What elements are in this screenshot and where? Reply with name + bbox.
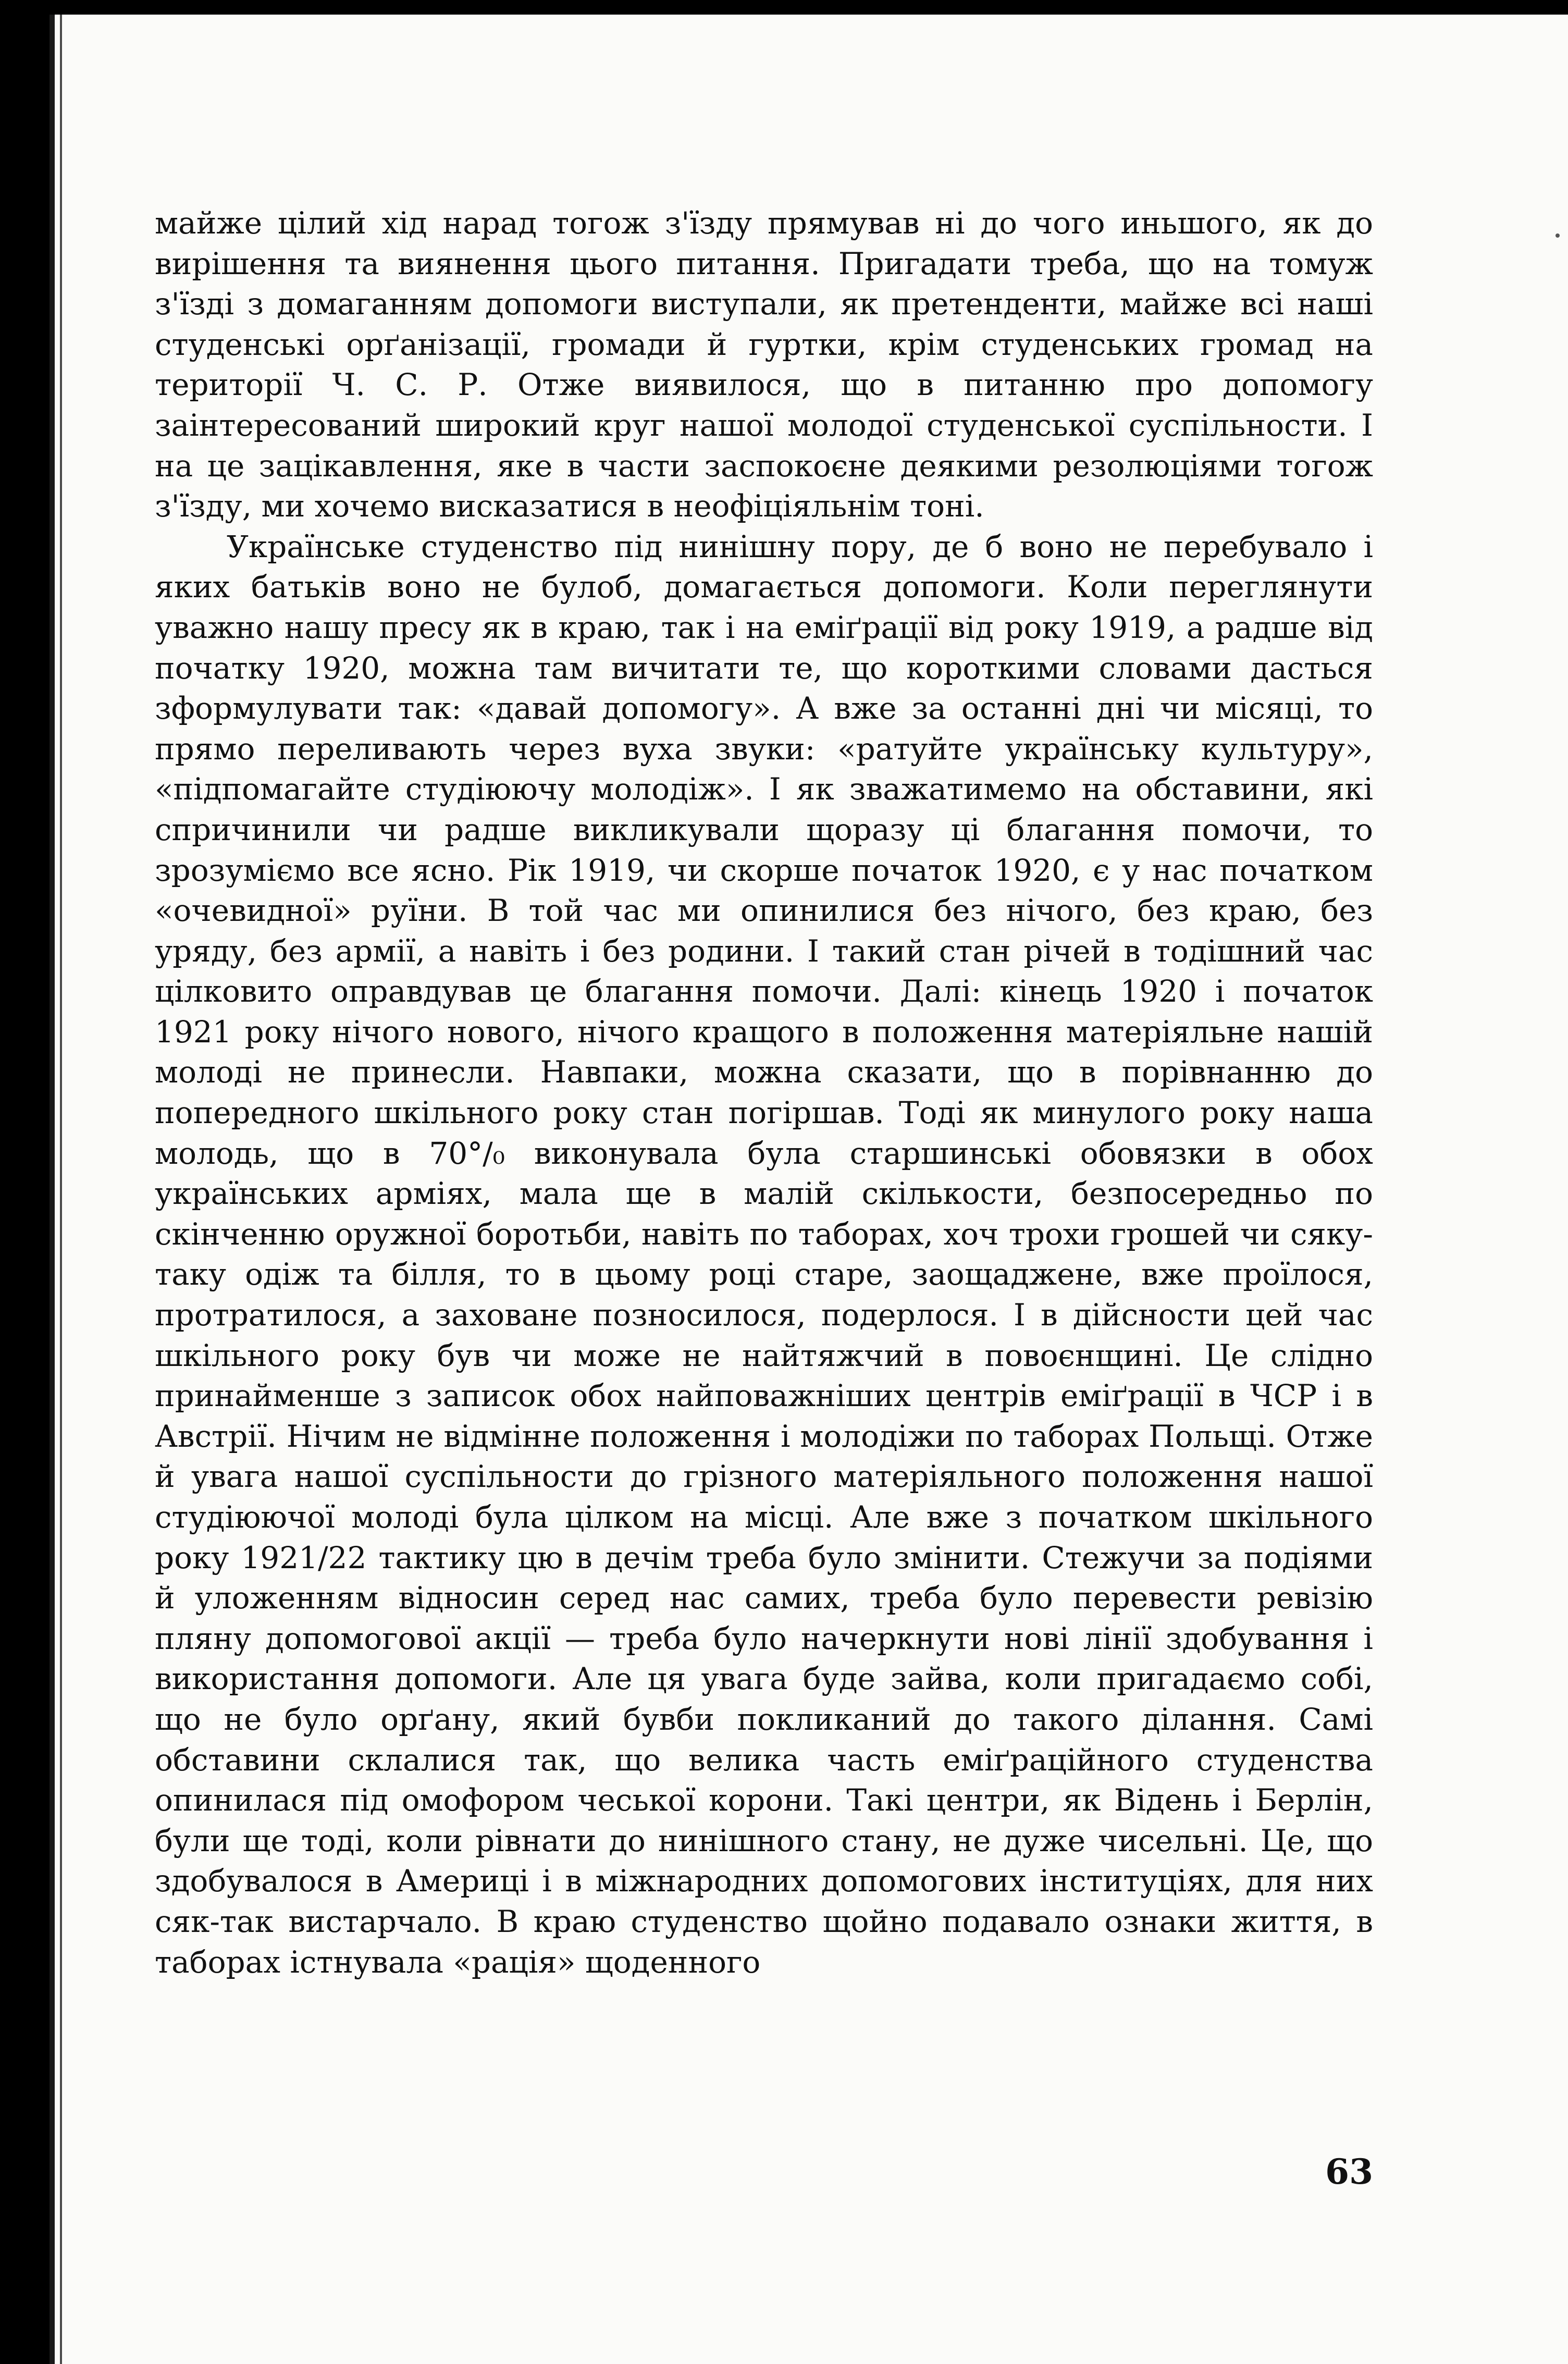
page-binding-edge (60, 15, 62, 2364)
body-text (155, 203, 1373, 1983)
scan-speck (1555, 233, 1560, 238)
paragraph-2: Українське студенство під нинішну пору, де б воно не перебувало і яких батьків воно не булоб, домагається допомоги. Коли переглянути уважно нашу пресу як в краю, так і на еміґрації від року 1919, а радше від початку 1920, можна там вичитати те, що короткими словами дасться зформулувати так: «давай допомогу». А вже за останні дні чи місяці, то прямо переливають через вуха звуки: «ратуйте українську культуру», «підпомагайте студіюючу молодіж». І як зважатимемо на обставини, які спричинили чи радше викликували щоразу ці благання помочи, то зрозуміємо все ясно. Рік 1919, чи скорше початок 1920, є у нас початком «очевидної» руїни. В той час ми опинилися без нічого, без краю, без уряду, без армії, а навіть і без родини. І такий стан річей в тодішний час цілковито оправдував це благання помочи. Далі: кінець 1920 і початок 1921 року нічого нового, нічого кращого в положення матеріяльне нашій молоді не принесли. Навпаки, можна сказати, що в порівнанню до попередного шкільного року стан погіршав. Тоді як минулого року наша молодь, що в 70°/₀ виконувала була старшинські обовязки в обох українських арміях, мала ще в малій скількости, безпосередньо по скінченню оружної боротьби, навіть по таборах, хоч трохи грошей чи сяку-таку одіж та білля, то в цьому році старе, заощаджене, вже проїлося, протратилося, а заховане позносилося, подерлося. І в дійсности цей час шкільного року був чи може не найтяжчий в повоєнщині. Це слідно принайменше з записок обох найповажніших центрів еміґрації в ЧСР і в Австрії. Нічим не відмінне положення і молодіжи по таборах Польщі. Отже й увага нашої суспільности до грізного матеріяльного положення нашої студіюючої молоді була цілком на місці. Але вже з початком шкільного року 1921/22 тактику цю в дечім треба було змінити. Стежучи за подіями й уложенням відносин серед нас самих, треба було перевести ревізію пляну допомогової акції — треба було начеркнути нові лінії здобування і використання допомоги. Але ця увага буде зайва, коли пригадаємо собі, що не було орґану, який бувби покликаний до такого ділання. Самі обставини склалися так, що велика часть еміґраційного студенства опинилася під омофором чеської корони. Такі центри, як Відень і Берлін, були ще тоді, коли рівнати до нинішного стану, не дуже чисельні. Це, що здобувалося в Америці і в міжнародних допомогових інституціях, для них сяк-так вистарчало. В краю студенство щойно подавало ознаки життя, в таборах істнувала «рація» щоденного (155, 528, 1373, 1980)
book-page (50, 15, 1568, 2364)
page-number: 63 (1325, 2151, 1373, 2192)
paragraph-1: майже цілий хід нарад тогож з'їзду прямував ні до чого иньшого, як до вирішення та виянення цього питання. Пригадати треба, що на томуж з'їзді з домаганням допомоги виступали, як претенденти, майже всі наші студенські орґанізації, громади й гуртки, крім студенських громад на території Ч. С. Р. Отже виявилося, що в питанню про допомогу заінтересований широкий круг нашої молодої студенської суспільности. І на це зацікавлення, яке в части заспокоєне деякими резолюціями тогож з'їзду, ми хочемо висказатися в неофіціяльнім тоні. (155, 205, 1373, 524)
